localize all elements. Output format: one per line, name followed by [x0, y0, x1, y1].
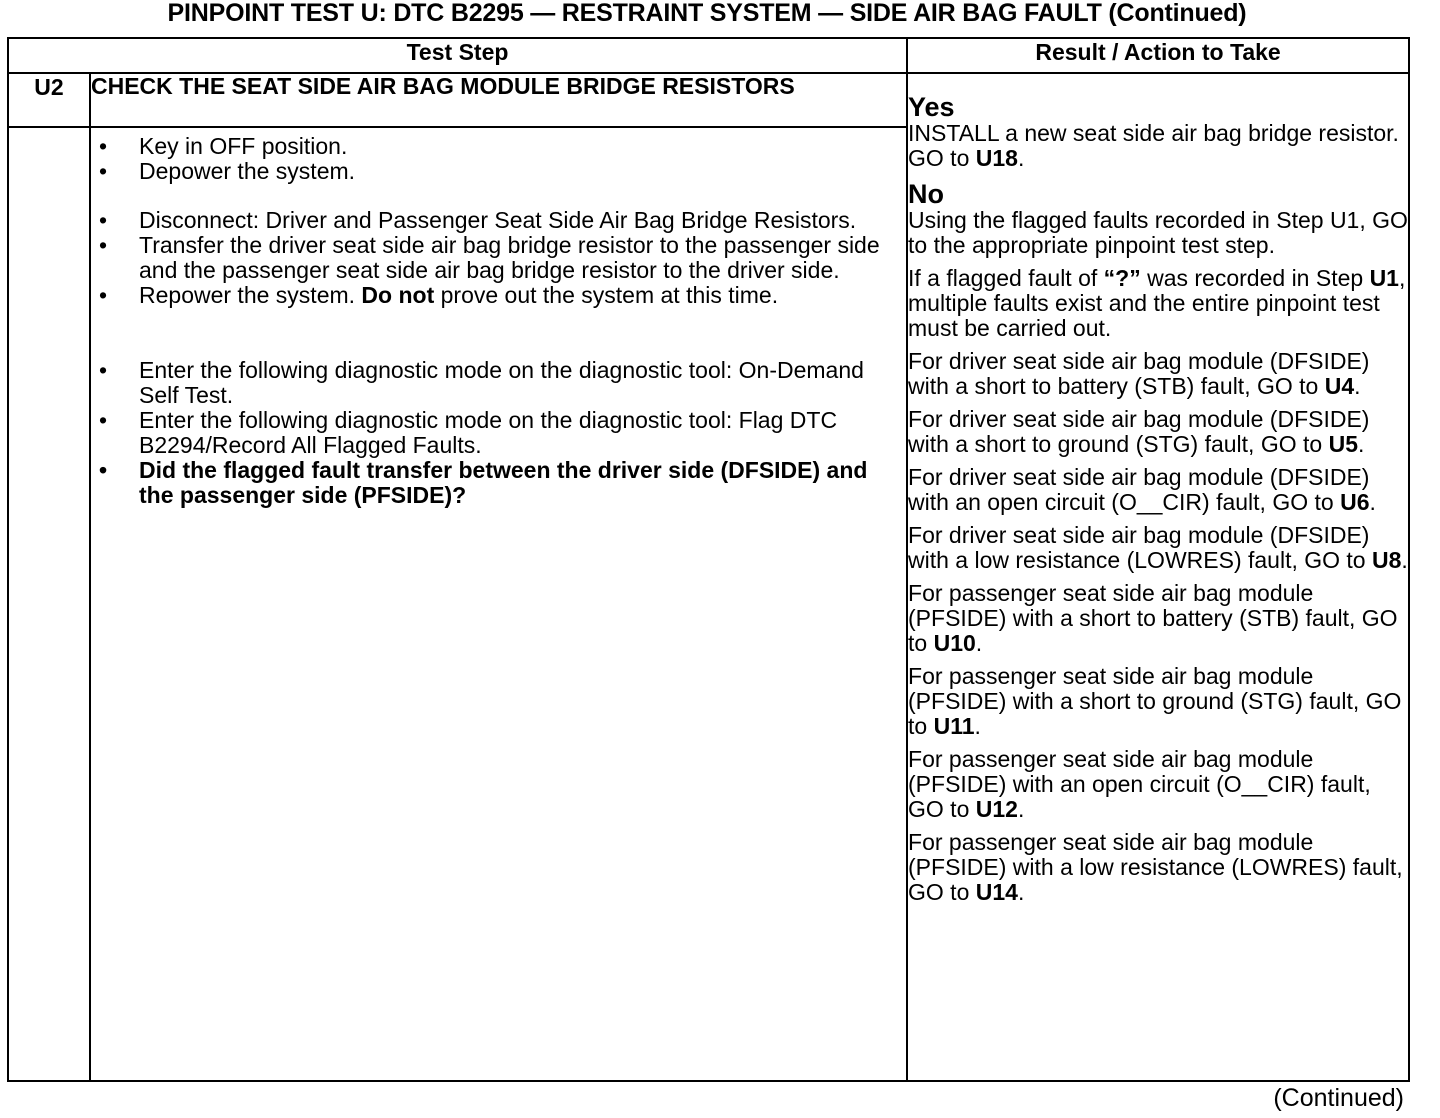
yes-label: Yes [908, 92, 955, 122]
instruction-item [91, 208, 906, 233]
step-id-blank [8, 127, 90, 1081]
route-list [908, 349, 1408, 905]
step-heading: CHECK THE SEAT SIDE AIR BAG MODULE BRIDGE RESISTORS [90, 73, 907, 127]
bullet: • [99, 133, 108, 159]
yes-action-text: INSTALL a new seat side air bag bridge resistor. GO to [908, 120, 1399, 171]
bullet: • [99, 232, 108, 258]
bullet: • [99, 282, 108, 308]
route-item [908, 465, 1408, 515]
instruction-emphasis: Do not [361, 282, 435, 308]
no-multi-mid: was recorded in Step [1140, 265, 1370, 291]
route-text: For driver seat side air bag module (DFSIDE) with a short to ground (STG) fault, GO to [908, 406, 1370, 457]
no-multiple-faults [908, 266, 1408, 341]
route-goto: U4 [1324, 373, 1355, 399]
route-text: For passenger seat side air bag module (PFSIDE) with a short to ground (STG) fault, GO to [908, 663, 1402, 739]
instruction-text: Disconnect: Driver and Passenger Seat Side Air Bag Bridge Resistors. [139, 207, 857, 233]
instruction-text: Repower the system. [139, 282, 362, 308]
instruction-text: prove out the system at this time. [434, 282, 779, 308]
pinpoint-test-table [7, 37, 1410, 1082]
result-cell [907, 73, 1409, 1081]
instruction-item [91, 134, 906, 159]
route-period: . [1017, 879, 1025, 905]
route-text: For driver seat side air bag module (DFSIDE) with an open circuit (O__CIR) fault, GO to [908, 464, 1370, 515]
instruction-item [91, 283, 906, 308]
route-goto: U10 [933, 630, 976, 656]
route-goto: U6 [1340, 489, 1370, 515]
route-item [908, 523, 1408, 573]
route-goto: U11 [933, 713, 975, 739]
route-period: . [975, 630, 983, 656]
route-period: . [974, 713, 981, 739]
question-text: Did the flagged fault transfer between the driver side (DFSIDE) and the passenger side (PFSIDE)? [139, 457, 868, 508]
route-period: . [1369, 489, 1376, 515]
header-test-step: Test Step [8, 38, 907, 73]
instruction-item [91, 358, 906, 408]
header-result: Result / Action to Take [907, 38, 1409, 73]
yes-action [908, 121, 1408, 171]
no-label: No [908, 179, 945, 209]
route-goto: U12 [975, 796, 1018, 822]
instruction-text: Depower the system. [139, 158, 356, 184]
route-text: For passenger seat side air bag module (PFSIDE) with a low resistance (LOWRES) fault, GO to [908, 829, 1403, 905]
route-period: . [1357, 431, 1365, 457]
route-text: For driver seat side air bag module (DFSIDE) with a short to battery (STB) fault, GO to [908, 348, 1370, 399]
bullet: • [99, 457, 108, 483]
instruction-item [91, 408, 906, 458]
continued-note: (Continued) [1273, 1084, 1404, 1112]
instruction-item [91, 233, 906, 283]
step-heading-row [8, 73, 1409, 127]
instruction-list [91, 134, 906, 508]
route-period: . [1017, 796, 1025, 822]
bullet: • [99, 357, 108, 383]
no-multi-flag: “?” [1103, 265, 1141, 291]
step-instructions [90, 127, 907, 1081]
instruction-text: Enter the following diagnostic mode on the diagnostic tool: On-Demand Self Test. [139, 357, 864, 408]
no-multi-step: U1 [1369, 265, 1399, 291]
yes-goto-link: U18 [975, 145, 1018, 171]
yes-action-period: . [1017, 145, 1025, 171]
instruction-text: Enter the following diagnostic mode on the diagnostic tool: Flag DTC B2294/Record All Flagged Faults. [139, 407, 838, 458]
route-item [908, 581, 1408, 656]
route-item [908, 747, 1408, 822]
bullet: • [99, 407, 108, 433]
instruction-text: Key in OFF position. [139, 133, 348, 159]
step-id: U2 [8, 73, 90, 127]
route-period: . [1354, 373, 1361, 399]
instruction-item [91, 159, 906, 184]
route-goto: U14 [975, 879, 1018, 905]
route-goto: U8 [1372, 547, 1402, 573]
route-period: . [1401, 547, 1408, 573]
page-title: PINPOINT TEST U: DTC B2295 — RESTRAINT SYSTEM — SIDE AIR BAG FAULT (Continued) [167, 0, 1247, 27]
route-goto: U5 [1328, 431, 1358, 457]
route-item [908, 664, 1408, 739]
route-item [908, 830, 1408, 905]
route-text: For passenger seat side air bag module (PFSIDE) with a short to battery (STB) fault, GO to [908, 580, 1398, 656]
route-item [908, 349, 1408, 399]
no-intro: Using the flagged faults recorded in Step U1, GO to the appropriate pinpoint test step. [908, 207, 1408, 258]
bullet: • [99, 158, 108, 184]
route-item [908, 407, 1408, 457]
bullet: • [99, 207, 108, 233]
route-text: For driver seat side air bag module (DFSIDE) with a low resistance (LOWRES) fault, GO to [908, 522, 1372, 573]
instruction-text: Transfer the driver seat side air bag bridge resistor to the passenger side and the passenger seat side air bag bridge resistor to the driver side. [139, 232, 880, 283]
no-multi-post: , multiple faults exist and the entire pinpoint test must be carried out. [908, 265, 1406, 341]
instruction-question [91, 458, 906, 508]
route-text: For passenger seat side air bag module (PFSIDE) with an open circuit (O__CIR) fault, GO to [908, 746, 1371, 822]
no-multi-pre: If a flagged fault of [908, 265, 1104, 291]
table-header-row [8, 38, 1409, 73]
